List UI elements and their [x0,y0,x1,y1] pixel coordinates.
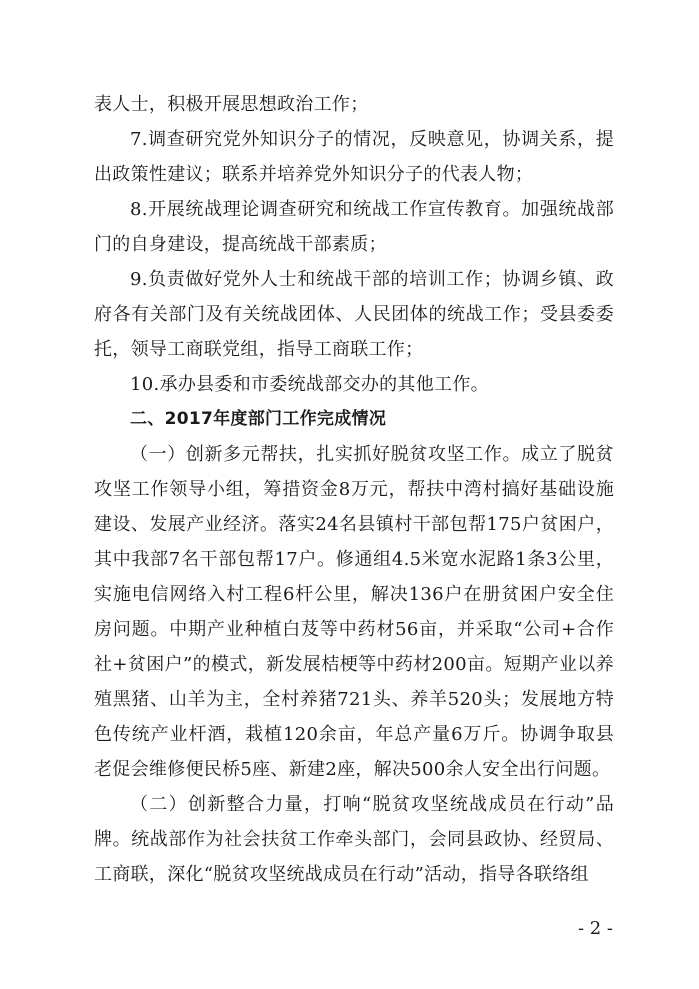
paragraph-item-7: 7.调查研究党外知识分子的情况，反映意见，协调关系，提出政策性建议；联系并培养党外知识分子的代表人物； [94,129,614,185]
paragraph-item-8: 8.开展统战理论调查研究和统战工作宣传教育。加强统战部门的自身建设，提高统战干部素质； [94,199,614,255]
paragraph-section-1: （一）创新多元帮扶，扎实抓好脱贫攻坚工作。成立了脱贫攻坚工作领导小组，筹措资金8万元，帮扶中湾村搞好基础设施建设、发展产业经济。落实24名县镇村干部包帮175户贫困户，其中我部7名干部包帮17户。修通组4.5米宽水泥路1条3公里，实施电信网络入村工程6杆公里，解决136户在册贫困户安全住房问题。中期产业种植白芨等中药材56亩，并采取“公司+合作社+贫困户”的模式，新发展桔梗等中药材200亩。短期产业以养殖黑猪、山羊为主，全村养猪721头、养羊520头；发展地方特色传统产业杆酒，栽植120余亩，年总产量6万斤。协调争取县老促会维修便民桥5座、新建2座，解决500余人安全出行问题。 [94,444,614,780]
paragraph-item-10: 10.承办县委和市委统战部交办的其他工作。 [130,374,489,395]
page-number: - 2 - [577,918,613,939]
section-heading: 二、2017年度部门工作完成情况 [130,409,387,429]
paragraph-item-9: 9.负责做好党外人士和统战干部的培训工作；协调乡镇、政府各有关部门及有关统战团体、人民团体的统战工作；受县委委托，领导工商联党组，指导工商联工作； [94,269,614,360]
paragraph-section-2: （二）创新整合力量，打响“脱贫攻坚统战成员在行动”品牌。统战部作为社会扶贫工作牵头部门，会同县政协、经贸局、工商联，深化“脱贫攻坚统战成员在行动”活动，指导各联络组 [94,794,614,885]
paragraph-continuation: 表人士，积极开展思想政治工作； [94,94,369,115]
